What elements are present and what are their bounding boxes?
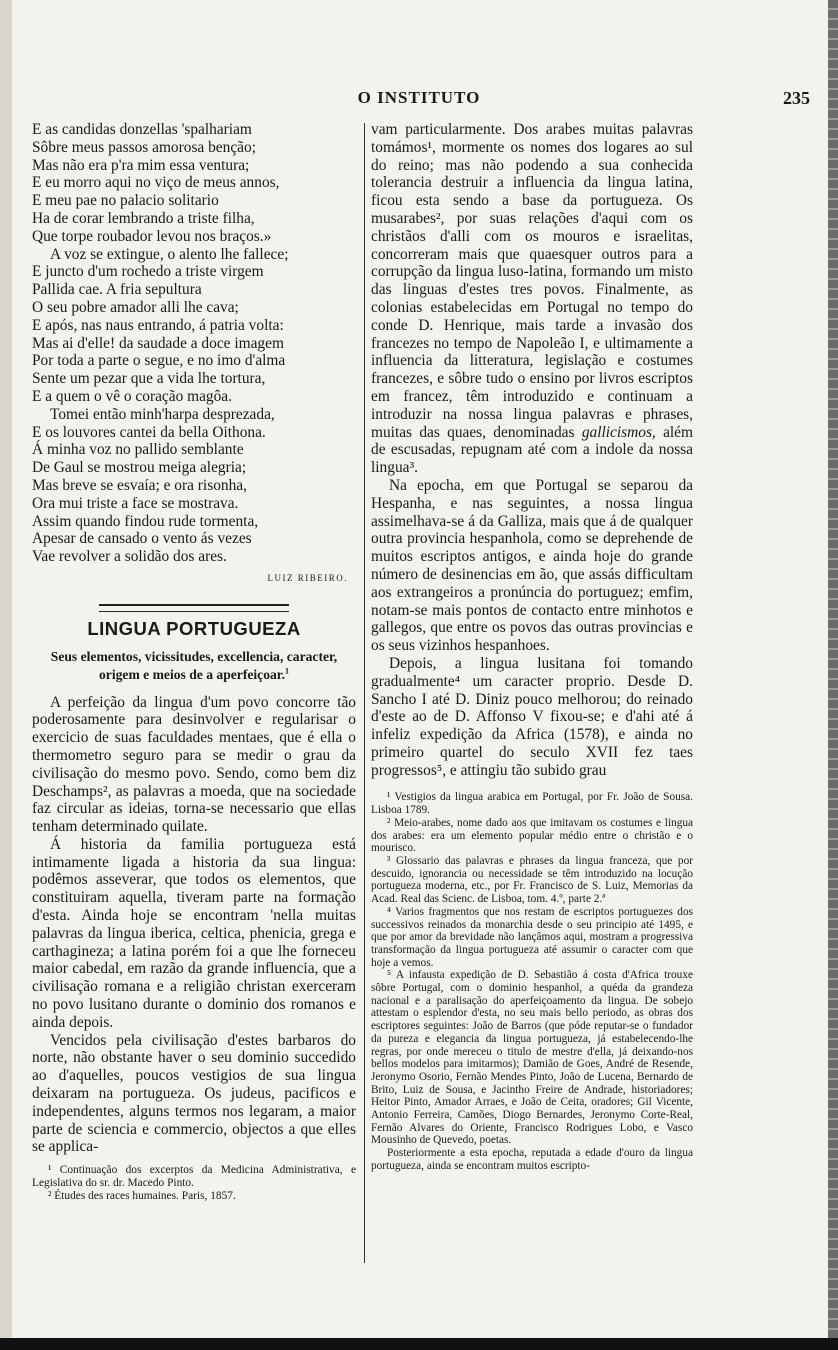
poem-line: Ora mui triste a face se mostrava. — [32, 494, 239, 512]
page-number: 235 — [783, 88, 810, 108]
poem-line: Mas não era p'ra mim essa ventura; — [32, 156, 250, 174]
paragraph-continued: vam particularmente. Dos arabes muitas palavras tomámos¹, mormente os nomes dos logares ao sul do reino; mas não podendo a sua conhecida tolerancia destruir a influencia da lingua latina, ficou esta sendo a base da portugueza. Os musarabes², por suas relações d'aqui com os christãos d'alli com os mouros e israelitas, concorreram mais que quaesquer outros para a corrupção da lingua luso-latina, formando um misto das linguas d'estes tres povos. Finalmente, as colonias estabelecidas em Portugal no tempo do conde D. Henrique, mais tarde a invasão dos francezes no tempo de Napoleão I, e ultimamente a influencia da litteratura, legislação e costumes francezes, e sôbre tudo o ensino por livros escriptos em francez, têm introduzido e continuam a introduzir na nossa lingua palavras e phrases, muitas das quaes, denominadas gallicismos, além de escusadas, repugnam até com a indole da nossa lingua³. — [371, 121, 693, 477]
poem-line: Sente um pezar que a vida lhe tortura, — [32, 370, 266, 388]
right-column — [371, 121, 693, 1173]
footnote: ⁴ Varios fragmentos que nos restam de escriptos portuguezes dos successivos reinados da monarchia desde o seu principio até 1495, e que por amor da brevidade não lançâmos aqui, mostram a progressiva transformação da lingua portugueza até assumir o caracter com que hoje a vemos. — [371, 905, 693, 969]
poem-line: Mas breve se esvaía; e ora risonha, — [32, 476, 247, 494]
poem-line: A voz se extingue, o alento lhe fallece; — [50, 245, 289, 263]
poem-line: E juncto d'um rochedo a triste virgem — [32, 263, 264, 281]
paragraph: Na epocha, em que Portugal se separou da Hespanha, e nas seguintes, a nossa lingua assimelhava-se á da Galliza, mais que á de qualquer outra provincia hespanhola, como se deprehende de muitos escriptos antigos, e ainda hoje do grande número de desinencias em ão, que assás difficultam aos extrangeiros a pronúncia do portuguez; emfim, notam-se mais pontos de contacto entre minhotos e gallegos, que entre os povos das outras provincias e os seus vizinhos hespanhoes. — [371, 476, 693, 655]
poem-line: Tomei então minh'harpa desprezada, — [50, 405, 275, 423]
left-footnotes — [32, 1164, 356, 1203]
subtitle-footnote-ref: 1 — [284, 665, 289, 675]
poem-line: E eu morro aqui no viço de meus annos, — [32, 174, 280, 192]
poem-line: Por toda a parte o segue, e no imo d'alma — [32, 352, 286, 370]
footnote: ¹ Vestigios da lingua arabica em Portugal, por Fr. João de Sousa. Lisboa 1789. — [371, 791, 693, 817]
poem-line: E a quem o vê o coração magôa. — [32, 387, 232, 405]
poem-line: E após, nas naus entrando, á patria volta: — [32, 316, 284, 334]
poem-line: Sôbre meus passos amorosa benção; — [32, 138, 256, 156]
poem-line: E meu pae no palacio solitario — [32, 192, 219, 210]
paragraph: Depois, a lingua lusitana foi tomando gradualmente⁴ um caracter proprio. Desde D. Sancho I até D. Diniz pouco melhorou; do reinado d'este ao de D. Affonso V fixou-se; e d'ahi até á infeliz expedição da Africa (1578), e ainda no primeiro quartel do seculo XVII fez taes progressos⁵, e attingiu tão subido grau — [371, 654, 693, 779]
right-footnotes — [371, 791, 693, 1172]
poem-line: Ha de corar lembrando a triste filha, — [32, 209, 255, 227]
poem-line: De Gaul se mostrou meiga alegria; — [32, 459, 247, 477]
poem-line: E as candidas donzellas 'spalhariam — [32, 121, 252, 138]
footnote: ³ Glossario das palavras e phrases da lingua franceza, que por descuido, ignorancia ou necessidade se têm introduzido na locução portugueza moderna, etc., por Fr. Francisco de S. Luiz, Memorias da Acad. Real das Scienc. de Lisboa, tom. 4.º, parte 2.ª — [371, 855, 693, 906]
left-column — [32, 121, 356, 1203]
footnote: Posteriormente a esta epocha, reputada a edade d'ouro da lingua portugueza, ainda se encontram muitos escripto- — [371, 1147, 693, 1172]
poem-line: Á minha voz no pallido semblante — [32, 441, 244, 459]
poem-line: E os louvores cantei da bella Oithona. — [32, 423, 266, 441]
paragraph: Á historia da familia portugueza está intimamente ligada a historia da sua lingua: podêmos asseverar, que todos os elementos, que constituiram aquella, tiveram parte na formação d'esta. Ainda hoje se encontram 'nella muitas palavras da lingua iberica, celtica, phenicia, grega e carthagineza; a latina porém foi a que lhe forneceu maior cabedal, em razão da grande influencia, que a civilisação romana e a religião christan exerceram no povo lusitano durante o dominio dos romanos e ainda depois. — [32, 835, 356, 1031]
footnote: ² Meio-arabes, nome dado aos que imitavam os costumes e lingua dos arabes: era um elemento popular médio entre o christão e o mourisco. — [371, 816, 693, 855]
scan-edge-strip — [828, 0, 838, 1350]
column-rule — [364, 123, 365, 1263]
italic-term: gallicismos, — [581, 423, 656, 441]
scan-bottom-bar — [0, 1338, 838, 1350]
running-header: O INSTITUTO — [357, 88, 481, 107]
footnote: ⁵ A infausta expedição de D. Sebastião á costa d'Africa trouxe sôbre Portugal, com o dominio hespanhol, a quéda da grandeza nacional e a paralisação do aperfeiçoamento da lingua. De sobejo attestam o esplendor d'esta, no seu mais bello periodo, as obras dos escriptores seguintes: João de Barros (que póde reputar-se o fundador da pureza e elegancia da lingua portugueza, já estabelecendo-lhe regras, por onde mereceu o titulo de mestre d'ella, já deixando-nos bellos modelos para imitarmos); Damião de Goes, André de Resende, Jeronymo Osorio, Fernão Mendes Pinto, João de Lucena, Bernardo de Brito, Luiz de Sousa, e Jacintho Freire de Andrade, historiadores; Heitor Pinto, Amador Arraes, e João de Ceita, oradores; Gil Vicente, Antonio Ferreira, Camões, Diogo Bernardes, Jeronymo Corte-Real, Fernão Alvares do Oriente, Francisco Rodrigues Lobo, e Vasco Mousinho de Quevedo, poetas. — [371, 969, 693, 1147]
paragraph: A perfeição da lingua d'um povo concorre tão poderosamente para desinvolver e regularisar o exercicio de suas faculdades mentaes, que é ella o thermometro seguro para se medir o grau da civilisação do mesmo povo. Sendo, como bem diz Deschamps², as palavras a moeda, que na sociedade faz circular as ideias, torna-se necessario que ellas tenham determinado quilate. — [32, 693, 356, 836]
poem-signature: LUIZ RIBEIRO. — [267, 572, 348, 583]
poem-line: O seu pobre amador alli lhe cava; — [32, 298, 239, 316]
page-edge — [0, 0, 12, 1350]
footnote: ² Études des races humaines. Paris, 1857. — [48, 1190, 236, 1203]
poem-line: Apesar de cansado o vento ás vezes — [32, 530, 252, 548]
paragraph: Vencidos pela civilisação d'estes barbaros do norte, não obstante haver o seu dominio succedido ao d'aquelles, poucos vestigios de sua lingua deixaram na portugueza. Os judeus, pacificos e independentes, alguns termos nos legaram, a maior parte de sciencia e commercio, objectos a que elles se applica- — [32, 1031, 356, 1156]
subtitle-line-1: Seus elementos, vicissitudes, excellencia, caracter, — [50, 648, 338, 664]
poem-line: Vae revolver a solidão dos ares. — [32, 548, 227, 566]
subtitle-line-2: origem e meios de a aperfeiçoar. — [99, 666, 285, 682]
section-divider — [99, 604, 289, 612]
article-title: LINGUA PORTUGUEZA — [87, 617, 301, 639]
article-subtitle — [32, 648, 356, 684]
footnote: ¹ Continuação dos excerptos da Medicina Administrativa, e Legislativa do sr. dr. Macedo Pinto. — [32, 1164, 356, 1190]
poem-line: Pallida cae. A fria sepultura — [32, 281, 202, 299]
poem-line: Assim quando findou rude tormenta, — [32, 512, 259, 530]
poem-line: Que torpe roubador levou nos braços.» — [32, 227, 272, 245]
poem-line: Mas ai d'elle! da saudade a doce imagem — [32, 334, 284, 352]
poem — [32, 121, 356, 566]
left-body — [32, 694, 356, 1157]
